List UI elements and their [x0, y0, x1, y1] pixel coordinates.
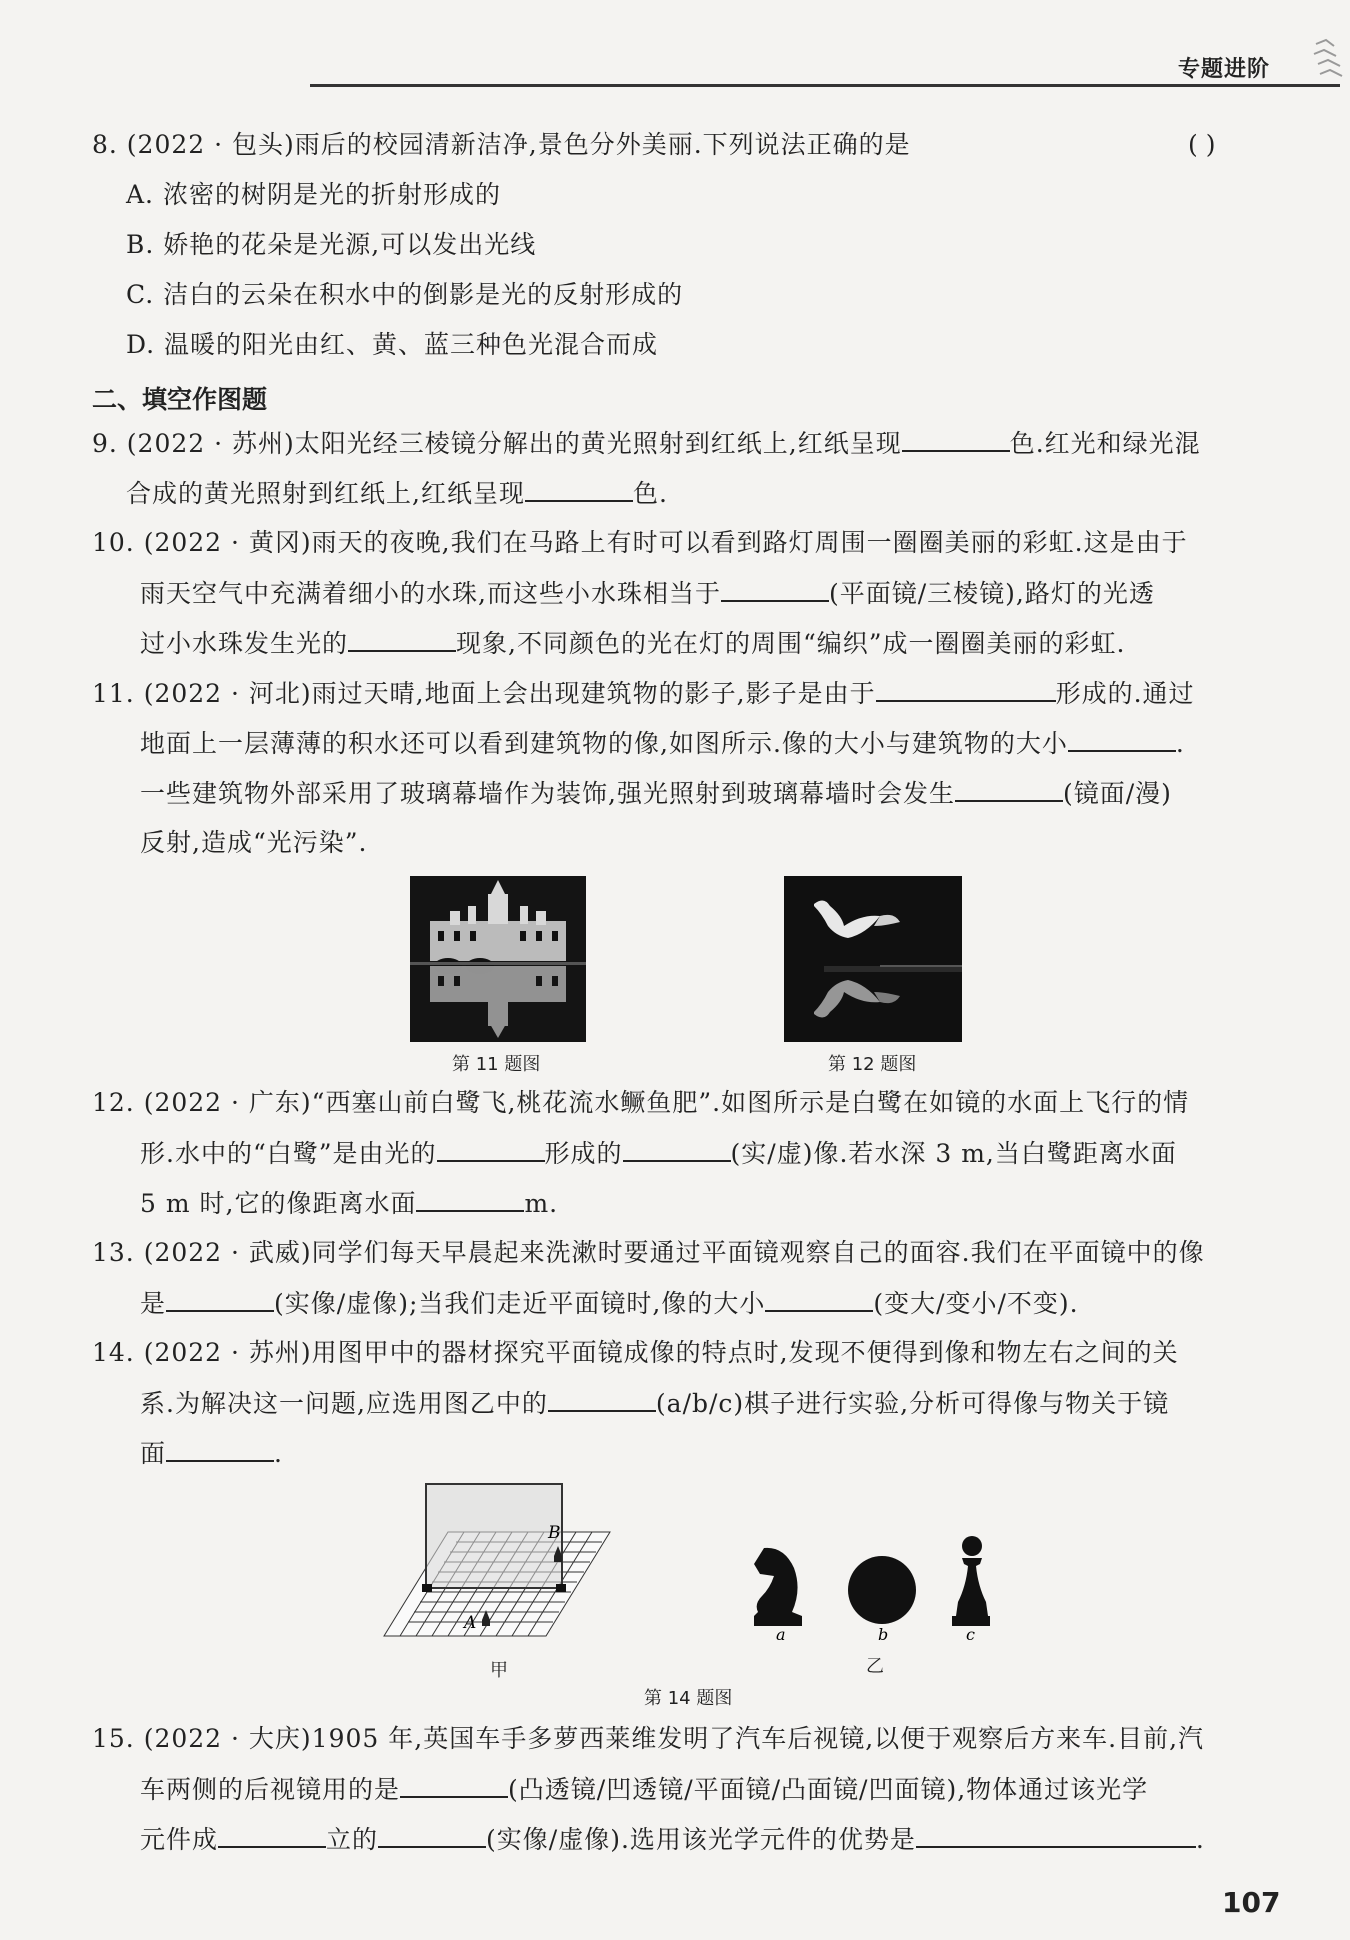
page-number: 107 — [1222, 1886, 1281, 1919]
header-rule — [310, 84, 1340, 87]
chess-pieces-diagram — [740, 1530, 990, 1640]
q15-text-3a: 元件成 — [140, 1825, 219, 1854]
q11-text-2a: 地面上一层薄薄的积水还可以看到建筑物的像,如图所示.像的大小与建筑物的大小 — [140, 729, 1068, 758]
figure-14-jia-label: 甲 — [490, 1660, 508, 1681]
q9-text-1b: 色.红光和绿光混 — [1009, 429, 1201, 458]
round-piece-icon — [848, 1556, 916, 1624]
answer-blank[interactable] — [548, 1388, 656, 1412]
knight-piece-icon — [754, 1548, 802, 1626]
answer-blank[interactable] — [623, 1138, 731, 1162]
q8-answer-paren: ( ) — [1188, 130, 1216, 159]
answer-blank[interactable] — [1068, 728, 1176, 752]
q15-text-2a: 车两侧的后视镜用的是 — [140, 1775, 401, 1804]
q12-line-1: 12. (2022 · 广东)“西塞山前白鹭飞,桃花流水鳜鱼肥”.如图所示是白鹭在如镜的水面上飞行的情 — [92, 1088, 1190, 1117]
q10-text-3b: 现象,不同颜色的光在灯的周围“编织”成一圈圈美丽的彩虹. — [456, 629, 1126, 658]
q11-line-1 — [92, 678, 1195, 709]
label-b: B — [548, 1523, 561, 1543]
q14-text-2a: 系.为解决这一问题,应选用图乙中的 — [140, 1389, 548, 1418]
q15-text-3d: . — [1195, 1825, 1205, 1854]
egret-reflection-photo — [784, 876, 962, 1042]
answer-blank[interactable] — [348, 628, 456, 652]
figure-14-caption: 第 14 题图 — [644, 1688, 733, 1709]
answer-blank[interactable] — [916, 1824, 1196, 1848]
q13-line-2 — [140, 1288, 1079, 1319]
q14-text-3a: 面 — [140, 1439, 167, 1468]
q15-line-2 — [140, 1774, 1148, 1805]
q8-option-b: B. 娇艳的花朵是光源,可以发出光线 — [126, 230, 537, 259]
answer-blank[interactable] — [721, 578, 829, 602]
q15-text-3c: (实像/虚像).选用该光学元件的优势是 — [486, 1825, 916, 1854]
q12-text-2c: (实/虚)像.若水深 3 m,当白鹭距离水面 — [730, 1139, 1177, 1168]
figure-11-caption: 第 11 题图 — [452, 1054, 541, 1075]
q15-text-3b: 立的 — [326, 1825, 379, 1854]
q8-option-a: A. 浓密的树阴是光的折射形成的 — [126, 180, 501, 209]
q9-line-1 — [92, 428, 1201, 459]
q11-text-3b: (镜面/漫) — [1062, 779, 1172, 808]
q12-line-3 — [140, 1188, 558, 1219]
q10-line-3 — [140, 628, 1125, 659]
q12-text-2a: 形.水中的“白鹭”是由光的 — [140, 1139, 437, 1168]
q8-option-d: D. 温暖的阳光由红、黄、蓝三种色光混合而成 — [126, 330, 659, 359]
q9-text-2b: 色. — [632, 479, 668, 508]
q14-line-1: 14. (2022 · 苏州)用图甲中的器材探究平面镜成像的特点时,发现不便得到像和物左右之间的关 — [92, 1338, 1179, 1367]
mirror-experiment-diagram — [378, 1480, 618, 1660]
label-a: A — [464, 1613, 477, 1633]
answer-blank[interactable] — [765, 1288, 873, 1312]
answer-blank[interactable] — [400, 1774, 508, 1798]
pawn-piece-icon — [952, 1536, 990, 1626]
q11-text-2b: . — [1175, 729, 1185, 758]
q12-text-3b: m. — [524, 1189, 559, 1218]
q11-line-4: 反射,造成“光污染”. — [140, 828, 368, 857]
q11-text-1a: 11. (2022 · 河北)雨过天晴,地面上会出现建筑物的影子,影子是由于 — [92, 679, 876, 708]
q11-text-1b: 形成的.通过 — [1055, 679, 1195, 708]
q11-line-3 — [140, 778, 1172, 809]
answer-blank[interactable] — [955, 778, 1063, 802]
corner-decoration-icon — [1312, 38, 1344, 78]
q11-text-3a: 一些建筑物外部采用了玻璃幕墙作为装饰,强光照射到玻璃幕墙时会发生 — [140, 779, 955, 808]
q11-line-2 — [140, 728, 1185, 759]
q13-text-2b: (实像/虚像);当我们走近平面镜时,像的大小 — [274, 1289, 766, 1318]
q15-text-2b: (凸透镜/凹透镜/平面镜/凸面镜/凹面镜),物体通过该光学 — [508, 1775, 1149, 1804]
q13-text-2a: 是 — [140, 1289, 167, 1318]
answer-blank[interactable] — [437, 1138, 545, 1162]
q10-text-3a: 过小水珠发生光的 — [140, 629, 349, 658]
q12-text-3a: 5 m 时,它的像距离水面 — [140, 1189, 417, 1218]
answer-blank[interactable] — [378, 1824, 486, 1848]
q14-line-3 — [140, 1438, 283, 1469]
q12-text-2b: 形成的 — [544, 1139, 623, 1168]
q15-line-3 — [140, 1824, 1205, 1855]
q14-line-2 — [140, 1388, 1169, 1419]
q14-text-2b: (a/b/c)棋子进行实验,分析可得像与物关于镜 — [655, 1389, 1170, 1418]
q10-line-2 — [140, 578, 1155, 609]
q15-line-1: 15. (2022 · 大庆)1905 年,英国车手多萝西莱维发明了汽车后视镜,以便于观察后方来车.目前,汽 — [92, 1724, 1205, 1753]
answer-blank[interactable] — [876, 678, 1056, 702]
svg-text:a: a — [776, 1625, 786, 1640]
answer-blank[interactable] — [416, 1188, 524, 1212]
q14-text-3b: . — [274, 1439, 283, 1468]
svg-text:b: b — [878, 1625, 889, 1640]
section-title: 二、填空作图题 — [92, 385, 268, 414]
q10-text-2a: 雨天空气中充满着细小的水珠,而这些小水珠相当于 — [140, 579, 721, 608]
answer-blank[interactable] — [166, 1288, 274, 1312]
q8-stem: 8. (2022 · 包头)雨后的校园清新洁净,景色分外美丽.下列说法正确的是 — [92, 130, 911, 159]
answer-blank[interactable] — [525, 478, 633, 502]
answer-blank[interactable] — [902, 428, 1010, 452]
svg-text:c: c — [966, 1625, 975, 1640]
section-header-title: 专题进阶 — [1178, 57, 1271, 82]
figure-12-caption: 第 12 题图 — [828, 1054, 917, 1075]
q10-text-2b: (平面镜/三棱镜),路灯的光透 — [828, 579, 1155, 608]
q13-line-1: 13. (2022 · 武威)同学们每天早晨起来洗漱时要通过平面镜观察自己的面容.我们在平面镜中的像 — [92, 1238, 1205, 1267]
q13-text-2c: (变大/变小/不变). — [873, 1289, 1079, 1318]
answer-blank[interactable] — [166, 1438, 274, 1462]
q9-line-2 — [126, 478, 668, 509]
q10-line-1: 10. (2022 · 黄冈)雨天的夜晚,我们在马路上有时可以看到路灯周围一圈圈美丽的彩虹.这是由于 — [92, 528, 1188, 557]
q9-text-1a: 9. (2022 · 苏州)太阳光经三棱镜分解出的黄光照射到红纸上,红纸呈现 — [92, 429, 902, 458]
answer-blank[interactable] — [218, 1824, 326, 1848]
building-reflection-photo — [410, 876, 586, 1042]
q9-text-2a: 合成的黄光照射到红纸上,红纸呈现 — [126, 479, 525, 508]
figure-14-yi-label: 乙 — [866, 1656, 884, 1677]
q8-option-c: C. 洁白的云朵在积水中的倒影是光的反射形成的 — [126, 280, 684, 309]
q12-line-2 — [140, 1138, 1177, 1169]
